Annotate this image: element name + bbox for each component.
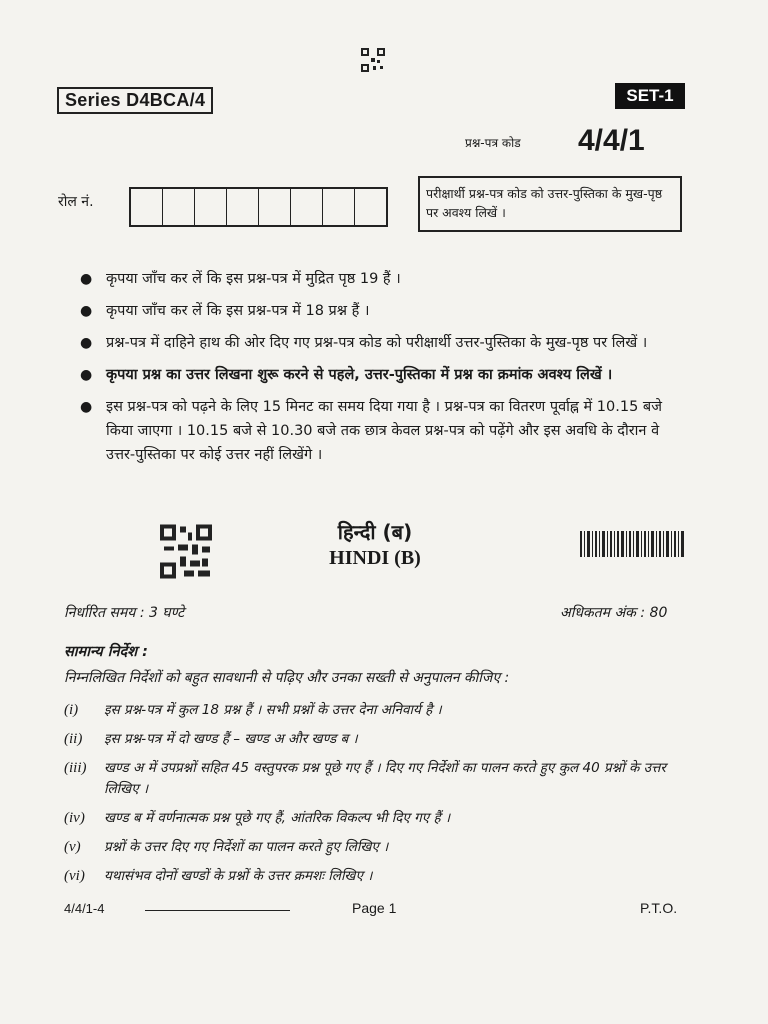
subject-title (300, 518, 450, 570)
instructions-heading: सामान्य निर्देश : (64, 644, 148, 660)
instruction-item: (v) प्रश्नों के उत्तर दिए गए निर्देशों का पालन करते हुए लिखिए । (64, 839, 389, 855)
instructions-list (64, 700, 690, 895)
paper-code-label: प्रश्न-पत्र कोड (465, 136, 521, 150)
roll-digit-box[interactable] (195, 189, 227, 225)
footer-pto: P.T.O. (640, 900, 678, 916)
preliminary-checklist (80, 267, 670, 475)
roll-digit-box[interactable] (163, 189, 195, 225)
instruction-item: (ii) इस प्रश्न-पत्र में दो खण्ड हैं – खण्ड अ और खण्ड ब । (64, 731, 358, 747)
footer-paper-code: 4/4/1-4 (64, 901, 105, 916)
roll-digit-box[interactable] (131, 189, 163, 225)
footer-page-number: Page 1 (352, 900, 397, 916)
roll-digit-box[interactable] (291, 189, 323, 225)
bullet-icon: ● (80, 399, 93, 415)
barcode-icon (580, 531, 684, 557)
bullet-icon: ● (80, 367, 93, 383)
time-allowed: निर्धारित समय : 3 घण्टे (64, 605, 185, 621)
candidate-note-box: परीक्षार्थी प्रश्न-पत्र कोड को उत्तर-पुस्तिका के मुख-पृष्ठ पर अवश्य लिखें । (418, 176, 682, 232)
bullet-icon: ● (80, 335, 93, 351)
roll-number-label: रोल नं. (58, 194, 94, 210)
roll-digit-box[interactable] (259, 189, 291, 225)
bullet-icon: ● (80, 271, 93, 287)
checklist-item: ● कृपया जाँच कर लें कि इस प्रश्न-पत्र में 18 प्रश्न हैं । (80, 299, 670, 323)
checklist-item: ● कृपया प्रश्न का उत्तर लिखना शुरू करने से पहले, उत्तर-पुस्तिका में प्रश्न का क्रमांक अवश्य लिखें । (80, 363, 670, 387)
instructions-intro: निम्नलिखित निर्देशों को बहुत सावधानी से पढ़िए और उनका सख्ती से अनुपालन कीजिए : (64, 670, 510, 686)
checklist-item: ● इस प्रश्न-पत्र को पढ़ने के लिए 15 मिनट का समय दिया गया है । प्रश्न-पत्र का वितरण पूर्वाह्न में 10.15 बजे किया जाएगा । 10.15 बजे से 10.30 बजे तक छात्र केवल प्रश्न-पत्र को पढ़ेंगे और इस अवधि के दौरान वे उत्तर-पुस्तिका पर कोई उत्तर नहीं लिखेंगे । (80, 395, 670, 467)
series-label: Series D4BCA/4 (57, 87, 213, 114)
checklist-item: ● प्रश्न-पत्र में दाहिने हाथ की ओर दिए गए प्रश्न-पत्र कोड को परीक्षार्थी उत्तर-पुस्तिका के मुख-पृष्ठ पर लिखें । (80, 331, 670, 355)
roll-digit-box[interactable] (355, 189, 386, 225)
instruction-item: (iii) खण्ड अ में उपप्रश्नों सहित 45 वस्तुपरक प्रश्न पूछे गए हैं । दिए गए निर्देशों का पालन करते हुए कुल 40 प्रश्नों के उत्तर लिखिए । (64, 760, 666, 797)
roll-number-boxes (129, 187, 388, 227)
maximum-marks: अधिकतम अंक : 80 (560, 605, 668, 621)
paper-code-value: 4/4/1 (578, 124, 645, 157)
footer-divider (145, 910, 290, 911)
roll-digit-box[interactable] (227, 189, 259, 225)
set-badge: SET-1 (615, 83, 685, 109)
subject-title-hindi: हिन्दी (ब) (337, 520, 413, 544)
roll-digit-box[interactable] (323, 189, 355, 225)
instruction-item: (vi) यथासंभव दोनों खण्डों के प्रश्नों के उत्तर क्रमशः लिखिए । (64, 868, 373, 884)
checklist-item: ● कृपया जाँच कर लें कि इस प्रश्न-पत्र में मुद्रित पृष्ठ 19 हैं । (80, 267, 670, 291)
qr-code-small-icon (361, 48, 385, 72)
bullet-icon: ● (80, 303, 93, 319)
instruction-item: (i) इस प्रश्न-पत्र में कुल 18 प्रश्न हैं । सभी प्रश्नों के उत्तर देना अनिवार्य है । (64, 702, 442, 718)
qr-code-icon (160, 524, 212, 579)
instruction-item: (iv) खण्ड ब में वर्णनात्मक प्रश्न पूछे गए हैं, आंतरिक विकल्प भी दिए गए हैं । (64, 810, 451, 826)
subject-title-english: HINDI (B) (329, 547, 421, 569)
